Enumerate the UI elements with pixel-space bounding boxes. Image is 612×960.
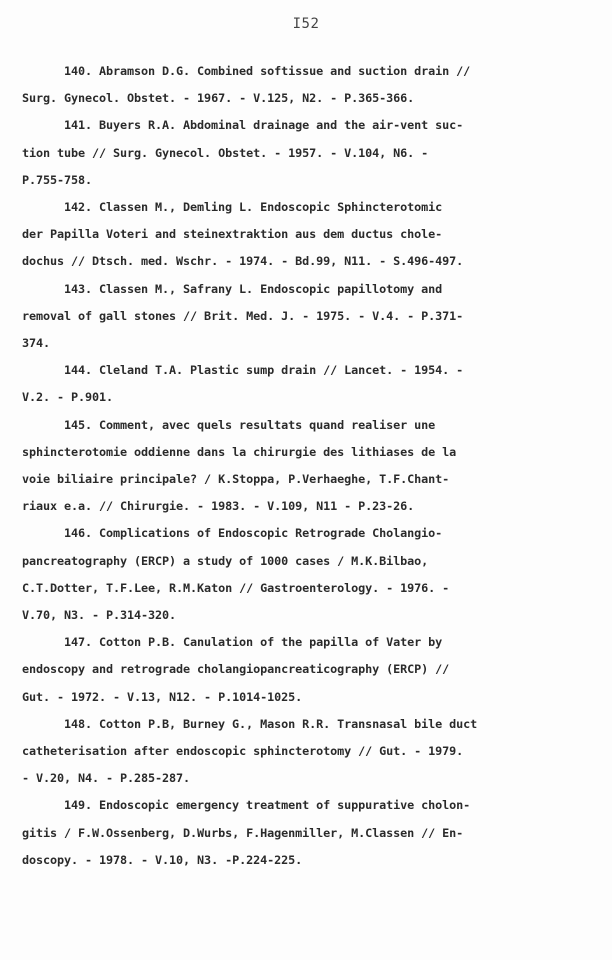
- page-number: I52: [292, 16, 320, 32]
- reference-line: doscopy. - 1978. - V.10, N3. -P.224-225.: [22, 852, 303, 867]
- reference-line: V.2. - P.901.: [22, 390, 114, 405]
- reference-line: 143. Classen M., Safrany L. Endoscopic papillotomy and: [64, 281, 443, 296]
- reference-line: 147. Cotton P.B. Canulation of the papilla of Vater by: [64, 635, 443, 650]
- reference-entry: [22, 520, 594, 629]
- reference-line: Gut. - 1972. - V.13, N12. - P.1014-1025.: [22, 689, 303, 704]
- reference-line: 142. Classen M., Demling L. Endoscopic Sphincterotomic: [64, 200, 443, 215]
- reference-line: C.T.Dotter, T.F.Lee, R.M.Katon // Gastroenterology. - 1976. -: [22, 580, 450, 595]
- reference-line: gitis / F.W.Ossenberg, D.Wurbs, F.Hagenmiller, M.Classen // En-: [22, 825, 464, 840]
- reference-line: 374.: [22, 336, 51, 351]
- reference-line: dochus // Dtsch. med. Wschr. - 1974. - Bd.99, N11. - S.496-497.: [22, 254, 464, 269]
- reference-line: - V.20, N4. - P.285-287.: [22, 771, 191, 786]
- reference-line: V.70, N3. - P.314-320.: [22, 608, 177, 623]
- reference-line: 140. Abramson D.G. Combined softissue and suction drain //: [64, 64, 471, 78]
- reference-line: Surg. Gynecol. Obstet. - 1967. - V.125, N2. - P.365-366.: [22, 91, 415, 106]
- reference-line: endoscopy and retrograde cholangiopancreaticography (ERCP) //: [22, 662, 450, 677]
- reference-line: 145. Comment, avec quels resultats quand realiser une: [64, 417, 436, 432]
- reference-line: der Papilla Voteri and steinextraktion aus dem ductus chole-: [22, 227, 443, 242]
- reference-line: riaux e.a. // Chirurgie. - 1983. - V.109, N11 - P.23-26.: [22, 499, 415, 514]
- reference-entry: [22, 412, 594, 521]
- reference-entry: [22, 58, 594, 112]
- reference-entry: [22, 276, 594, 358]
- reference-line: 141. Buyers R.A. Abdominal drainage and the air-vent suc-: [64, 118, 464, 133]
- reference-line: 144. Cleland T.A. Plastic sump drain // Lancet. - 1954. -: [64, 363, 464, 378]
- reference-line: pancreatography (ERCP) a study of 1000 cases / M.K.Bilbao,: [22, 553, 429, 568]
- reference-line: 146. Complications of Endoscopic Retrograde Cholangio-: [64, 526, 443, 541]
- reference-line: P.755-758.: [22, 172, 93, 187]
- reference-entry: [22, 112, 594, 194]
- reference-entry: [22, 357, 594, 411]
- reference-entry: [22, 792, 594, 874]
- reference-line: sphincterotomie oddienne dans la chirurgie des lithiases de la: [22, 444, 457, 459]
- reference-line: catheterisation after endoscopic sphincterotomy // Gut. - 1979.: [22, 744, 464, 759]
- reference-entry: [22, 194, 594, 276]
- reference-line: removal of gall stones // Brit. Med. J. - 1975. - V.4. - P.371-: [22, 308, 464, 323]
- reference-line: 149. Endoscopic emergency treatment of suppurative cholon-: [64, 798, 471, 813]
- reference-line: 148. Cotton P.B, Burney G., Mason R.R. Transnasal bile duct: [64, 716, 478, 731]
- reference-entry: [22, 711, 594, 793]
- reference-list: [22, 58, 594, 874]
- reference-line: tion tube // Surg. Gynecol. Obstet. - 1957. - V.104, N6. -: [22, 145, 429, 160]
- reference-entry: [22, 629, 594, 711]
- reference-line: voie biliaire principale? / K.Stoppa, P.Verhaeghe, T.F.Chant-: [22, 472, 450, 487]
